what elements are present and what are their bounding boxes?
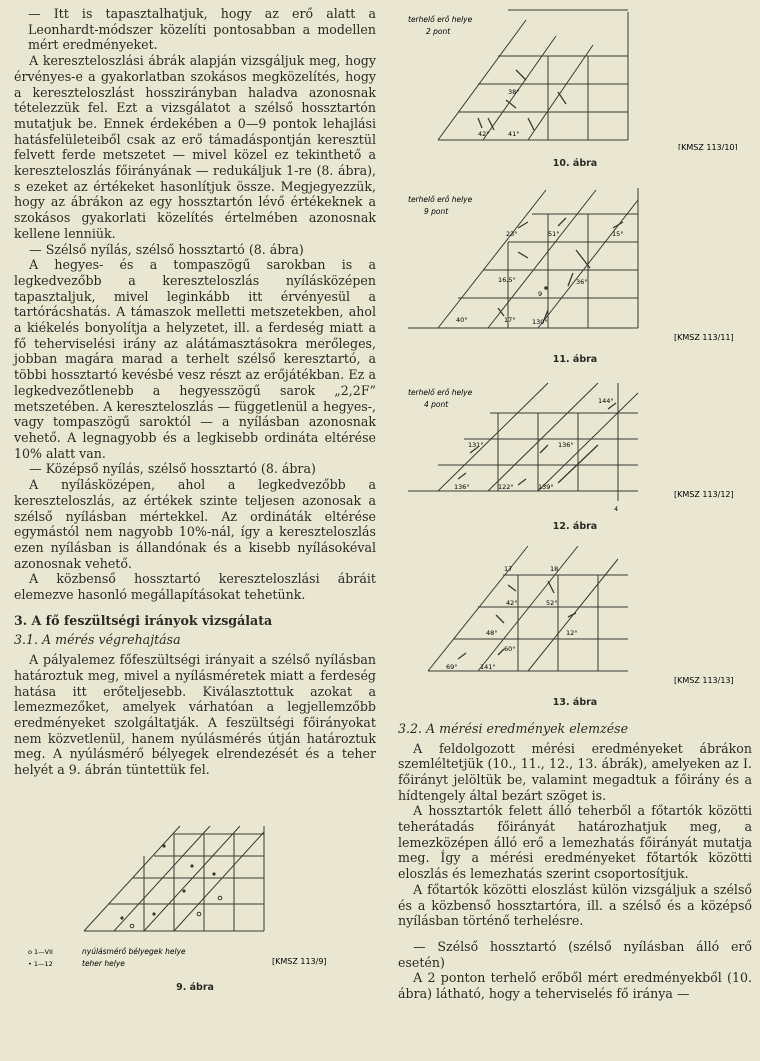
fig10-angle: 41° (508, 130, 520, 138)
fig13-angle: 48° (486, 629, 498, 638)
fig11-angle: 23° (506, 229, 518, 238)
section-heading: 3. A fő feszültségi irányok vizsgálata (14, 612, 273, 628)
figure-12 (398, 373, 752, 535)
paragraph: A feldolgozott mérési eredményeket ábrákon szemléltetjük (10., 11., 12., 13. ábrák), amelyeken az I. főirányt jelöltük be, valamint megadtuk a főirány és a hídtengely által bezárt szöget is. (398, 740, 752, 803)
fig12-label-1: terhelő erő helye (408, 388, 473, 398)
paragraph: A hossztartók felett álló teherből a főtartók közötti teherátadás főirányát határozhatjuk meg, a lemezközépen álló erő a lemezhatás főirányát mutatja meg. Így a mérési eredményeket főtartók közötti eloszlás és lemezhatás szerint csoportosítjuk. (398, 803, 752, 882)
fig10-label-2: 2 pont (426, 27, 451, 36)
fig9-legend-1: nyúlásmérő bélyegek helye (82, 946, 186, 956)
figure-11 (398, 178, 752, 368)
figure-12-drawing (398, 373, 752, 523)
fig13-angle: 52° (546, 599, 558, 608)
fig10-tag: [KMSZ 113/10] (678, 143, 738, 150)
paragraph: A 2 ponton terhelő erőből mért eredményekből (10. ábra) látható, hogy a teherviselés fő iránya — (398, 970, 752, 1002)
fig10-caption: 10. ábra (552, 158, 598, 169)
fig12-angle: 144° (598, 397, 614, 406)
figure-9 (14, 786, 376, 996)
figure-9-drawing (14, 786, 376, 986)
paragraph: A pályalemez főfeszültségi irányait a szélső nyílásban határoztuk meg, mivel a nyílásméretek miatt a ferdeség hatása itt erőteljesebb. Kiválasztottuk azokat a lemezmezőket, amelyek várhatóan a legjellemzőbb eredményeket szolgáltatják. A feszültségi főirányokat nem közvetlenül, hanem nyúlásmérés útján határoztuk meg. A nyúlásmérő bélyegek elrendezését és a teher helyét a 9. ábrán tüntettük fel. (14, 652, 376, 778)
fig11-caption: 11. ábra (552, 353, 598, 365)
fig11-label-2: 9 pont (424, 206, 449, 216)
fig12-point-label: 4 (614, 505, 619, 514)
fig12-caption: 12. ábra (552, 521, 598, 533)
paragraph: A hegyes- és a tompaszögű sarokban is a legkedvezőbb a kereszteloszlás nyílásközépen tapasztaljuk, mivel leginkább itt érvényesül a tartórácshatás. A támaszok melletti metszetekben, ahol a kiékelés bonyolítja a helyzetet, ill. a ferdeség miatt a fő teherviselési irány az alátámasztásokra merőleges, jobban magára marad a terhelt szélső keresztartó, a többi hossztartó kevésbé vesz részt az erőjátékban. Ez a legkedvezőtlenebb a hegyesszögű sarok „2,2F” metszetében. A kereszteloszlás — függetlenül a hegyes-, vagy tompaszögű saroktól — a nyílásban azonosnak vehető. A legnagyobb és a legkisebb ordináta eltérése 10% alatt van. (14, 257, 376, 461)
fig9-legend-2-symbol: • 1—12 (28, 959, 53, 968)
fig11-angle: 130° (532, 317, 548, 326)
fig12-angle: 136° (558, 441, 574, 450)
paragraph: A nyílásközépen, ahol a legkedvezőbb a kereszteloszlás, az értékek szinte teljesen azonosak a szélső nyílásban mértekkel. Az ordináták eltérése egymástól nem nagyobb 10%-nál, így a kereszteloszlás ezen nyílásban is állandónak és a kisebb nyílásokéval azonosnak vehető. (14, 477, 376, 571)
figure-10-drawing (398, 0, 752, 150)
fig10-label-1: terhelő erő helye (408, 15, 473, 24)
fig10-angle: 42° (478, 130, 490, 138)
fig9-legend-1-symbol: o 1—VII (28, 947, 53, 956)
fig12-label-2: 4 pont (424, 400, 449, 410)
fig11-angle: 15° (612, 229, 624, 238)
subheading-dash: — Középső nyílás, szélső hossztartó (8. ábra) (29, 461, 316, 477)
fig11-tag: [KMSZ 113/11] (674, 332, 734, 342)
fig12-tag: [KMSZ 113/12] (674, 490, 734, 500)
fig13-angle: 42° (506, 599, 518, 608)
subheading-dash: — Szélső nyílás, szélső hossztartó (8. ábra) (29, 241, 304, 257)
fig11-angle: 36° (576, 277, 588, 286)
fig9-tag: [KMSZ 113/9] (272, 956, 327, 966)
fig11-point-label: 9 (538, 289, 543, 298)
fig9-caption: 9. ábra (176, 981, 214, 993)
paragraph: A közbenső hossztartó kereszteloszlási ábráit elemezve hasonló megállapításokat tehetünk. (14, 571, 376, 603)
figure-13-drawing (398, 541, 752, 691)
fig13-angle: 69° (446, 663, 458, 672)
fig13-caption: 13. ábra (552, 697, 598, 709)
fig13-label: 17 (504, 565, 513, 574)
fig13-angle: 60° (504, 645, 516, 654)
paragraph: A kereszteloszlási ábrák alapján vizsgáljuk meg, hogy érvényes-e a gyakorlatban szokásos megközelítés, hogy a kereszteloszlást hosszirányban haladva azonosnak tételezzük fel. Ezt a vizsgálatot a szélső hossztartón mutatjuk be. Ennek érdekében a 0—9 pontok lehajlási hatásfelületeiből csak az erő támadáspontján keresztül felvett ferde metszetet — mivel közel ez tekinthető a kereszteloszlás főirányának — redukáljuk 1-re (8. ábra), s ezeket az értékeket hasonlítjuk össze. Megjegyezzük, hogy az ábrákon az egy hossztartón lévő értékeknek a szokásos gyakorlati közelítés értelmében azonosnak kellene lenniük. (14, 53, 376, 241)
fig10-angle: 38° (508, 88, 520, 96)
figure-10 (398, 0, 752, 172)
intro-paragraph: — Itt is tapasztalhatjuk, hogy az erő alatt a Leonhardt-módszer közelíti pontosabban a modellen mért eredményeket. (28, 6, 376, 53)
fig11-angle: 17° (504, 315, 516, 324)
fig9-legend-2: teher helye (82, 958, 125, 968)
fig13-label: 18 (550, 565, 559, 574)
subheading-dash: — Szélső hossztartó (szélső nyílásban álló erő esetén) (398, 938, 752, 970)
fig12-angle: 136° (454, 483, 470, 492)
fig12-angle: 139° (538, 483, 554, 492)
fig11-angle: 51° (548, 229, 560, 238)
fig11-angle: 40° (456, 315, 468, 324)
fig13-tag: [KMSZ 113/13] (674, 676, 734, 686)
fig11-angle: 16,5° (498, 275, 516, 284)
subsection-heading: 3.1. A mérés végrehajtása (14, 632, 181, 648)
right-column (398, 0, 752, 1002)
left-column (14, 6, 376, 995)
fig13-angle: 141° (480, 663, 496, 672)
fig12-angle: 122° (498, 483, 514, 492)
fig13-angle: 12° (566, 629, 578, 638)
fig12-angle: 131° (468, 441, 484, 450)
fig11-load-point (544, 286, 548, 290)
paragraph: A főtartók közötti eloszlást külön vizsgáljuk a szélső és a közbenső hossztartóra, ill. a szélső és a középső nyílásban történő terhelésre. (398, 881, 752, 929)
fig11-label-1: terhelő erő helye (408, 194, 473, 204)
figure-13 (398, 541, 752, 711)
subsection-heading: 3.2. A mérési eredmények elemzése (398, 720, 629, 736)
figure-11-drawing (398, 178, 752, 348)
